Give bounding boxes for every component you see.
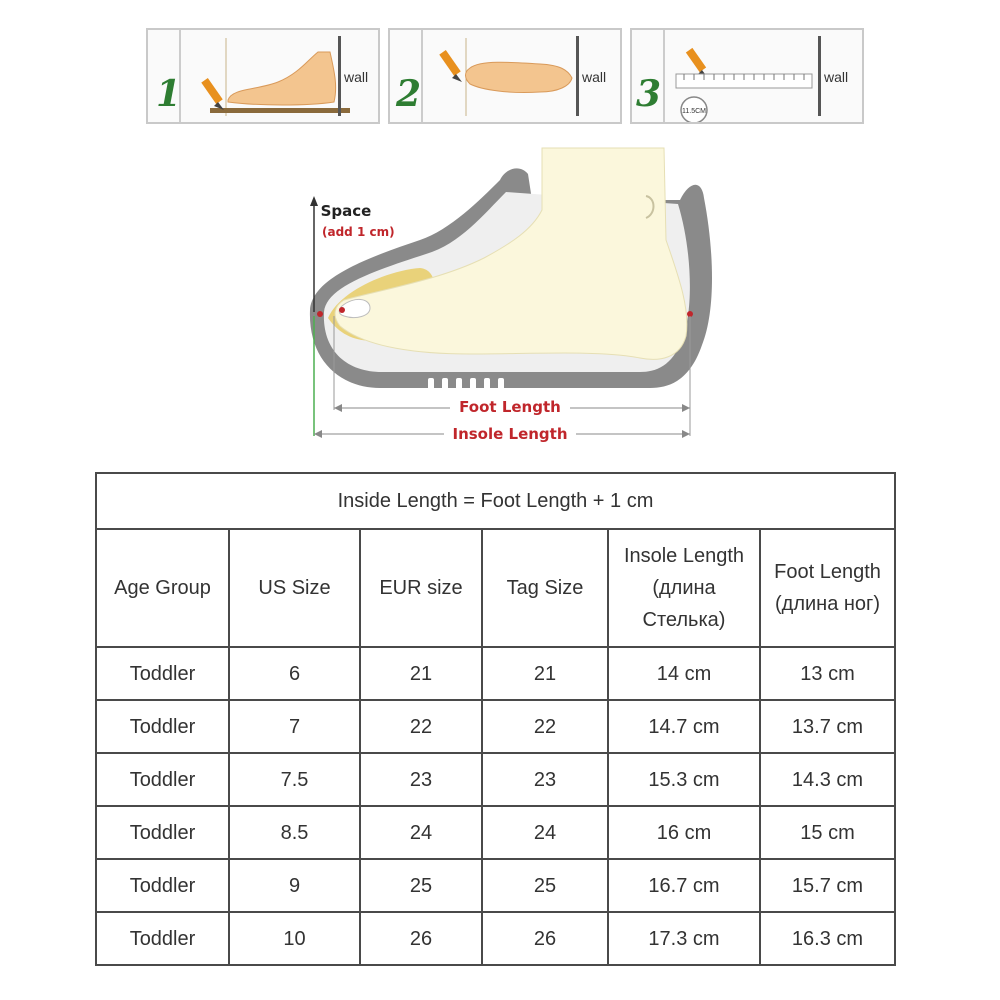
space-note: (add 1 cm) <box>322 225 395 239</box>
header-line: Стелька) <box>642 609 726 631</box>
table-row <box>96 753 895 806</box>
age-group-cell: Toddler <box>96 859 229 912</box>
foot-side-view <box>228 52 336 105</box>
age-group-cell: Toddler <box>96 806 229 859</box>
tag-size-cell: 23 <box>482 753 608 806</box>
arrow-up-icon <box>310 196 318 206</box>
foot-length-label: Foot Length <box>459 398 561 416</box>
header-age-group <box>96 529 229 647</box>
table-caption-row <box>96 473 895 529</box>
foot-length-cell: 13 cm <box>760 647 895 700</box>
header-insole-length <box>608 529 760 647</box>
us-size-cell: 10 <box>229 912 360 965</box>
us-size-cell: 6 <box>229 647 360 700</box>
measuring-steps <box>146 28 870 128</box>
tag-size-cell: 24 <box>482 806 608 859</box>
step-2-number: 2 <box>396 73 422 115</box>
header-us-size <box>229 529 360 647</box>
tag-size-cell: 25 <box>482 859 608 912</box>
eur-size-cell: 25 <box>360 859 482 912</box>
space-label: Space <box>320 202 372 220</box>
us-size-cell: 7 <box>229 700 360 753</box>
shoe-cross-section <box>270 140 730 450</box>
age-group-cell: Toddler <box>96 753 229 806</box>
insole-length-cell: 14.7 cm <box>608 700 760 753</box>
step-2-panel <box>388 28 622 124</box>
eur-size-cell: 21 <box>360 647 482 700</box>
step-1-panel <box>146 28 380 124</box>
us-size-cell: 7.5 <box>229 753 360 806</box>
foot-top-view <box>466 62 573 92</box>
header-line: Insole Length <box>623 545 745 567</box>
step-3-number: 3 <box>636 73 662 115</box>
eur-size-cell: 22 <box>360 700 482 753</box>
step-2-illustration <box>390 30 620 122</box>
table-body <box>96 647 895 965</box>
pencil-icon <box>439 50 462 82</box>
header-line: Tag Size <box>506 577 584 599</box>
toe-tip-marker <box>317 311 323 317</box>
table-caption: Inside Length = Foot Length + 1 cm <box>96 473 895 529</box>
table-row <box>96 806 895 859</box>
header-line: Foot Length <box>774 561 881 583</box>
table-row <box>96 647 895 700</box>
eur-size-cell: 23 <box>360 753 482 806</box>
step-1-illustration <box>148 30 378 122</box>
wall-label: wall <box>824 69 849 85</box>
foot-length-cell: 15 cm <box>760 806 895 859</box>
step-1-number: 1 <box>156 73 182 115</box>
eur-size-cell: 26 <box>360 912 482 965</box>
ruler-reading: 11.5CM <box>682 108 706 115</box>
wall-line <box>338 36 341 116</box>
foot-length-cell: 16.3 cm <box>760 912 895 965</box>
age-group-cell: Toddler <box>96 912 229 965</box>
foot-length-cell: 13.7 cm <box>760 700 895 753</box>
tag-size-cell: 21 <box>482 647 608 700</box>
tag-size-cell: 22 <box>482 700 608 753</box>
header-line: Age Group <box>114 577 211 599</box>
table-row <box>96 912 895 965</box>
table-row <box>96 700 895 753</box>
insole-length-label: Insole Length <box>452 425 568 443</box>
age-group-cell: Toddler <box>96 647 229 700</box>
us-size-cell: 8.5 <box>229 806 360 859</box>
step-3-illustration <box>632 30 862 122</box>
us-size-cell: 9 <box>229 859 360 912</box>
step-3-panel <box>630 28 864 124</box>
insole-length-cell: 16.7 cm <box>608 859 760 912</box>
insole-length-cell: 14 cm <box>608 647 760 700</box>
header-foot-length <box>760 529 895 647</box>
header-line: US Size <box>258 577 331 599</box>
header-line: (длина ног) <box>774 593 881 615</box>
wall-line <box>818 36 821 116</box>
header-line: EUR size <box>379 577 463 599</box>
table-header-row <box>96 529 895 647</box>
shoe-fit-diagram <box>270 140 730 450</box>
pencil-icon <box>201 78 224 110</box>
header-line: (длина <box>652 577 716 599</box>
foot-length-cell: 14.3 cm <box>760 753 895 806</box>
wall-label: wall <box>344 69 369 85</box>
tag-size-cell: 26 <box>482 912 608 965</box>
floor-board <box>210 108 350 113</box>
foot-length-cell: 15.7 cm <box>760 859 895 912</box>
insole-length-cell: 15.3 cm <box>608 753 760 806</box>
header-tag-size <box>482 529 608 647</box>
insole-edge-marker <box>339 307 345 313</box>
table-row <box>96 859 895 912</box>
size-chart-table <box>95 472 896 966</box>
age-group-cell: Toddler <box>96 700 229 753</box>
insole-length-cell: 16 cm <box>608 806 760 859</box>
header-eur-size <box>360 529 482 647</box>
insole-length-cell: 17.3 cm <box>608 912 760 965</box>
pencil-icon <box>686 48 708 78</box>
eur-size-cell: 24 <box>360 806 482 859</box>
wall-line <box>576 36 579 116</box>
wall-label: wall <box>582 69 607 85</box>
